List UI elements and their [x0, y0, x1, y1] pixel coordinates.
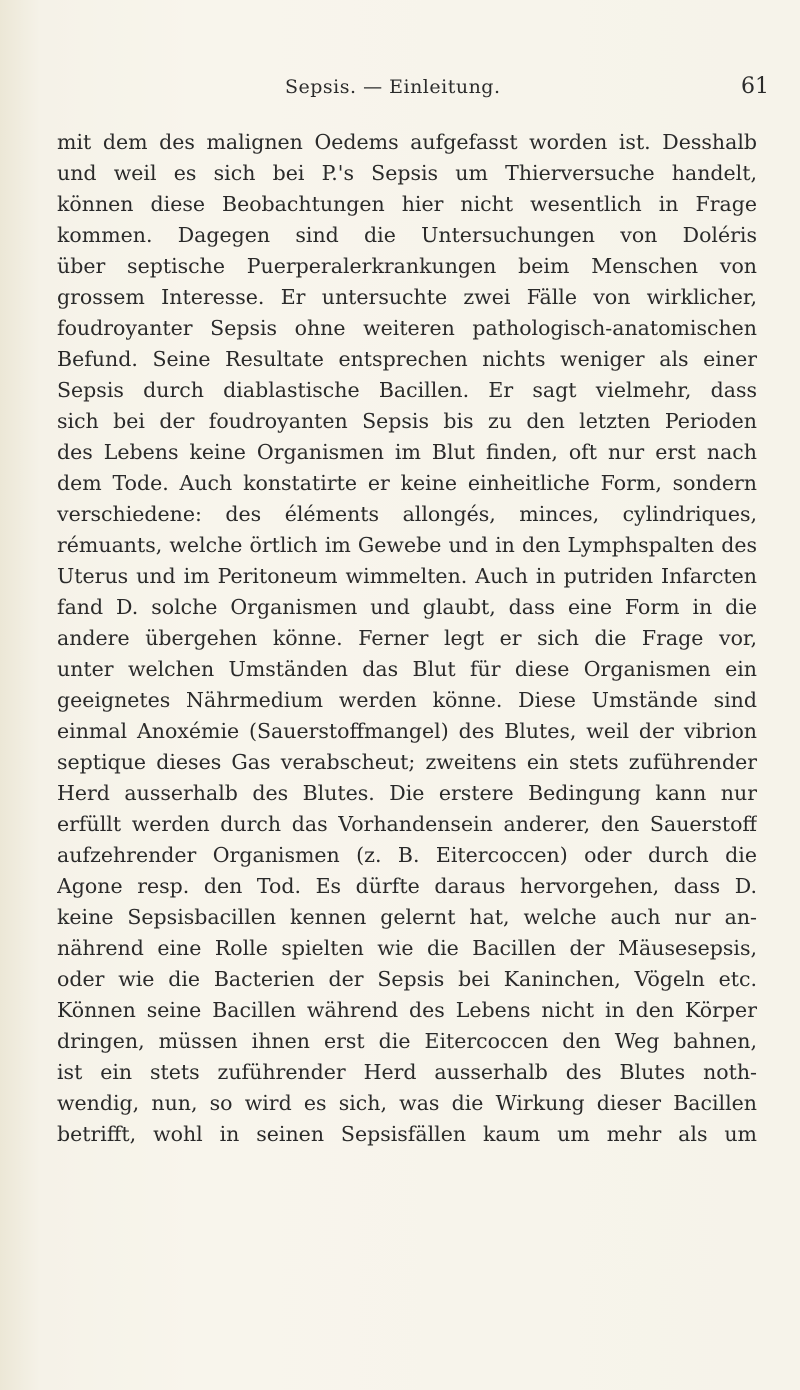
text-line: einmal Anoxémie (Sauerstoffmangel) des Blutes, weil der vibrion: [57, 719, 757, 743]
body-text: [57, 127, 757, 1150]
text-line: des Lebens keine Organismen im Blut finden, oft nur erst nach: [57, 440, 757, 464]
text-line: sich bei der foudroyanten Sepsis bis zu den letzten Perioden: [57, 409, 757, 433]
text-line: unter welchen Umständen das Blut für diese Organismen ein: [57, 657, 757, 681]
running-title: Sepsis. — Einleitung.: [285, 76, 501, 98]
text-line: keine Sepsisbacillen kennen gelernt hat, welche auch nur an-: [57, 905, 757, 929]
text-line: wendig, nun, so wird es sich, was die Wirkung dieser Bacillen: [57, 1091, 757, 1115]
text-line: über septische Puerperalerkrankungen beim Menschen von: [57, 254, 757, 278]
text-line: erfüllt werden durch das Vorhandensein anderer, den Sauerstoff: [57, 812, 757, 836]
text-line: foudroyanter Sepsis ohne weiteren pathologisch-anatomischen: [57, 316, 757, 340]
text-line: und weil es sich bei P.'s Sepsis um Thierversuche handelt,: [57, 161, 757, 185]
text-line: fand D. solche Organismen und glaubt, dass eine Form in die: [57, 595, 757, 619]
text-line: mit dem des malignen Oedems aufgefasst worden ist. Desshalb: [57, 130, 757, 154]
text-line: grossem Interesse. Er untersuchte zwei Fälle von wirklicher,: [57, 285, 757, 309]
text-line: Agone resp. den Tod. Es dürfte daraus hervorgehen, dass D.: [57, 874, 757, 898]
text-line: rémuants, welche örtlich im Gewebe und in den Lymphspalten des: [57, 533, 757, 557]
text-line: ist ein stets zuführender Herd ausserhalb des Blutes noth-: [57, 1060, 757, 1084]
text-line: kommen. Dagegen sind die Untersuchungen von Doléris: [57, 223, 757, 247]
text-line: betrifft, wohl in seinen Sepsisfällen kaum um mehr als um: [57, 1122, 757, 1146]
text-line: nährend eine Rolle spielten wie die Bacillen der Mäusesepsis,: [57, 936, 757, 960]
text-line: dringen, müssen ihnen erst die Eitercoccen den Weg bahnen,: [57, 1029, 757, 1053]
page-number: 61: [741, 74, 769, 99]
text-line: verschiedene: des éléments allongés, minces, cylindriques,: [57, 502, 757, 526]
text-line: Sepsis durch diablastische Bacillen. Er sagt vielmehr, dass: [57, 378, 757, 402]
text-line: Herd ausserhalb des Blutes. Die erstere Bedingung kann nur: [57, 781, 757, 805]
text-line: Können seine Bacillen während des Lebens nicht in den Körper: [57, 998, 757, 1022]
text-line: dem Tode. Auch konstatirte er keine einheitliche Form, sondern: [57, 471, 757, 495]
text-line: geeignetes Nährmedium werden könne. Diese Umstände sind: [57, 688, 757, 712]
text-line: andere übergehen könne. Ferner legt er sich die Frage vor,: [57, 626, 757, 650]
text-line: aufzehrender Organismen (z. B. Eitercoccen) oder durch die: [57, 843, 757, 867]
running-head: [0, 76, 800, 106]
text-line: können diese Beobachtungen hier nicht wesentlich in Frage: [57, 192, 757, 216]
text-line: oder wie die Bacterien der Sepsis bei Kaninchen, Vögeln etc.: [57, 967, 757, 991]
text-line: Befund. Seine Resultate entsprechen nichts weniger als einer: [57, 347, 757, 371]
text-line: Uterus und im Peritoneum wimmelten. Auch in putriden Infarcten: [57, 564, 757, 588]
text-line: septique dieses Gas verabscheut; zweitens ein stets zuführender: [57, 750, 757, 774]
